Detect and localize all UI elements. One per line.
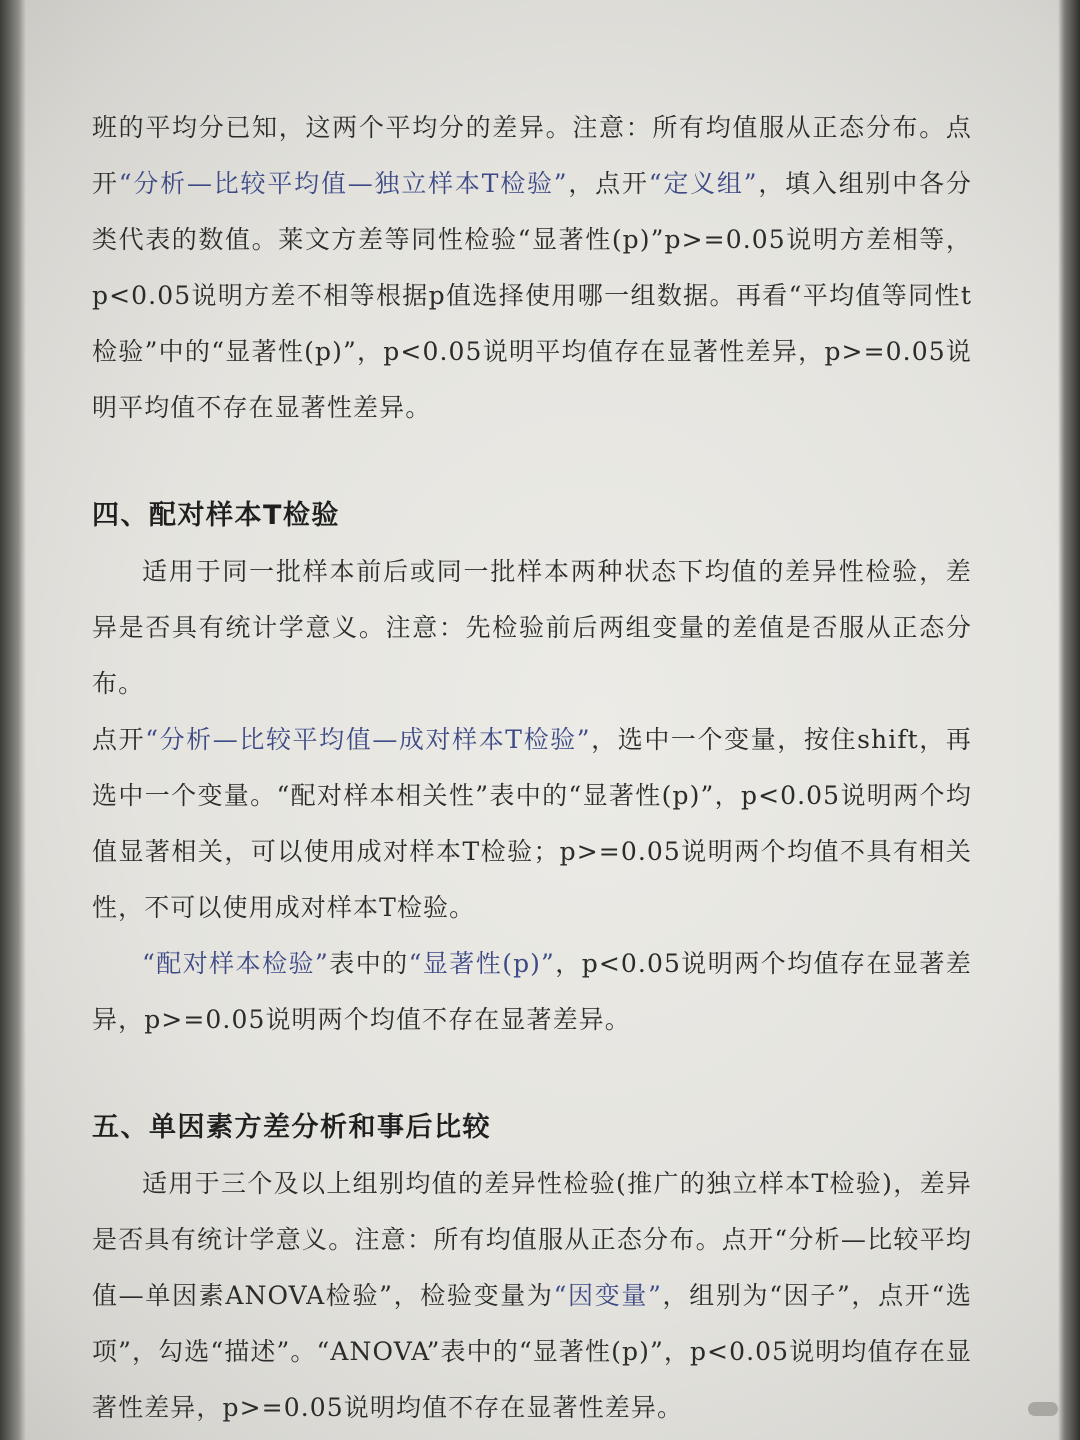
- text-run: ，选中一个变量，按住shift，再选中一个变量。“配对样本相关性”表中的“显著性(p)”，p<0.05说明两个均值显著相关，可以使用成对样本T检验；p>=0.05说明两个均值不具有相关性，不可以使用成对样本T检验。: [92, 725, 973, 922]
- text-run: 点开: [92, 725, 146, 754]
- paragraph-paired-result: [92, 936, 972, 1048]
- menu-path-highlight: “分析—比较平均值—独立样本T检验”: [118, 169, 568, 198]
- paragraph-independent-t-test: [92, 100, 972, 436]
- spacer: [92, 436, 972, 488]
- document-page: [92, 100, 972, 1436]
- paragraph-paired-intro: 适用于同一批样本前后或同一批样本两种状态下均值的差异性检验，差异是否具有统计学意义。注意：先检验前后两组变量的差值是否服从正态分布。: [92, 557, 972, 698]
- watermark-badge: [1028, 1402, 1058, 1416]
- text-run: 适用于三个及以上组别均值的差异性检验(推广的独立样本T检验)，差异是否具有统计学意义。注意：所有均值服从正态分布。点开“分析—比较平均值—单因素ANOVA检验”，检验变量为: [92, 1169, 972, 1310]
- menu-path-highlight: “显著性(p)”: [408, 949, 555, 978]
- text-run: 班的平均分已知，这两个平均分的差异。注意：所有均值服从正态分布。点开: [92, 113, 972, 198]
- section-heading-one-way-anova: 五、单因素方差分析和事后比较: [92, 1112, 491, 1143]
- text-run: 表中的: [328, 949, 409, 978]
- paragraph-anova: [92, 1156, 972, 1436]
- paragraph-paired-steps: [92, 712, 972, 936]
- menu-path-highlight: “定义组”: [648, 169, 758, 198]
- text-run: ，p<0.05说明两个均值存在显著差异，p>=0.05说明两个均值不存在显著差异。: [92, 949, 972, 1034]
- photo-left-edge: [0, 0, 26, 1440]
- text-run: ，填入组别中各分类代表的数值。莱文方差等同性检验“显著性(p)”p>=0.05说明方差相等，p<0.05说明方差不相等根据p值选择使用哪一组数据。再看“平均值等同性t检验”中的“显著性(p)”，p<0.05说明平均值存在显著性差异，p>=0.05说明平均值不存在显著性差异。: [92, 169, 972, 422]
- menu-path-highlight: “因变量”: [553, 1281, 662, 1310]
- menu-path-highlight: “分析—比较平均值—成对样本T检验”: [145, 725, 591, 754]
- photo-right-edge: [1058, 0, 1080, 1440]
- spacer: [92, 1048, 972, 1100]
- text-run: ，组别为“因子”，点开“选项”，勾选“描述”。“ANOVA”表中的“显著性(p)”，p<0.05说明均值存在显著性差异，p>=0.05说明均值不存在显著性差异。: [92, 1281, 972, 1422]
- section-heading-paired-t-test: 四、配对样本T检验: [92, 500, 340, 531]
- text-run: ，点开: [567, 169, 649, 198]
- menu-path-highlight: “配对样本检验”: [142, 949, 329, 978]
